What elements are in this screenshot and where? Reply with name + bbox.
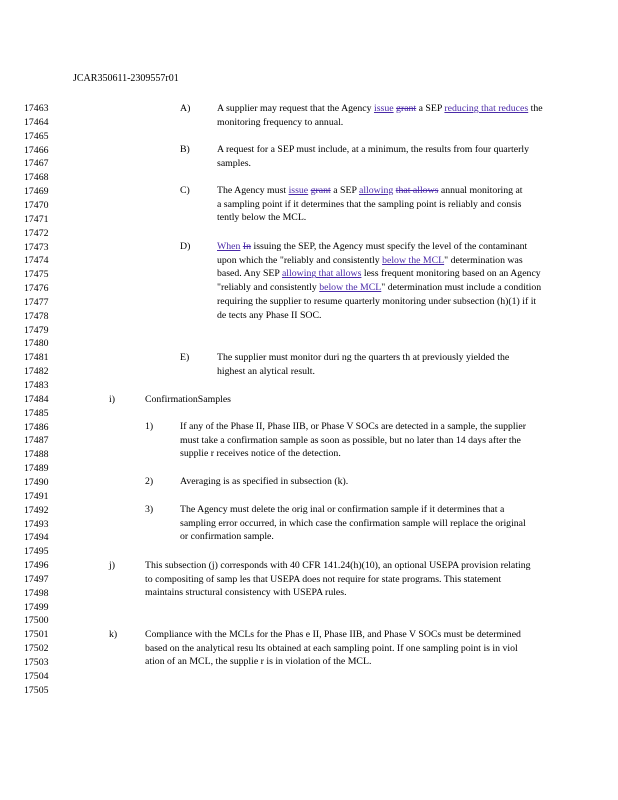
item-e-label: E) [180, 352, 190, 363]
line-number: 17494 [24, 532, 49, 544]
line-number: 17467 [24, 158, 49, 170]
item-b-text-1: A request for a SEP must include, at a minimum, the results from four quarterly samples. [217, 144, 529, 169]
line-number: 17479 [24, 324, 49, 336]
line-number: 17505 [24, 684, 49, 696]
section-i-1-text: If any of the Phase II, Phase IIB, or Phase V SOCs are detected in a sample, the supplier must take a confirmation sample as soon as possible, but no later than 14 days after the supplie r receives notice of the detection. [180, 421, 526, 460]
line-number: 17476 [24, 283, 49, 295]
item-d-insertion-2: below the MCL [382, 254, 445, 266]
item-d-insertion-1: When [217, 241, 241, 252]
item-b-text [217, 143, 529, 170]
item-d-text-4: " determination must include a condition requiring the supplier to resume quarterly monitoring under subsection (h)(1) if it de tects any Phase II SOC. [217, 282, 542, 321]
line-number: 17502 [24, 643, 49, 655]
item-d-label: D) [180, 241, 191, 252]
line-number: 17483 [24, 380, 49, 391]
line-number: 17474 [24, 255, 49, 267]
section-i-label: i) [109, 394, 115, 405]
line-number: 17480 [24, 338, 49, 350]
item-a-insertion-1: issue [373, 103, 394, 114]
line-number: 17478 [24, 310, 49, 322]
line-number: 17475 [24, 269, 49, 281]
line-number: 17498 [24, 587, 49, 599]
line-number: 17464 [24, 116, 49, 128]
section-i-3-label: 3) [145, 504, 154, 515]
item-c-insertion-2: allowing [358, 185, 394, 196]
line-number: 17497 [24, 573, 49, 585]
section-k-text: Compliance with the MCLs for the Phas e II, Phase IIB, and Phase V SOCs must be determined based on the analytical resu lts obtained at each sampling point. If one sampling point is in viol ation of an MCL, the supplie r is in violation of the MCL. [145, 629, 521, 668]
item-d-insertion-3: allowing that allows [281, 268, 362, 280]
section-k-label: k) [109, 629, 118, 640]
line-number: 17486 [24, 421, 49, 433]
section-i-3-text: The Agency must delete the orig inal or confirmation sample if it determines that a sampling error occurred, in which case the confirmation sample will replace the original or confirmation sample. [180, 504, 526, 543]
line-number: 17463 [24, 103, 49, 114]
line-number: 17465 [24, 130, 49, 142]
item-a-text-1: A supplier may request that the Agency [217, 103, 374, 114]
line-number: 17503 [24, 657, 49, 668]
line-number: 17489 [24, 463, 49, 475]
item-d-text-2: " determination was based. Any SEP [217, 254, 523, 280]
item-a-text [217, 102, 543, 129]
item-d-text-1: issuing the SEP, the Agency must specify the level of the contaminant upon which the "reliably and consistently [217, 241, 528, 266]
line-number: 17482 [24, 366, 49, 378]
line-number: 17488 [24, 449, 49, 461]
item-e-text-1: The supplier must monitor duri ng the quarters th at previously yielded the highest an alytical result. [217, 352, 510, 377]
line-number: 17499 [24, 601, 49, 613]
line-number: 17466 [24, 144, 49, 156]
item-a-label: A) [180, 103, 191, 114]
line-number: 17472 [24, 227, 49, 239]
item-d-text [217, 240, 543, 322]
line-number: 17493 [24, 518, 49, 530]
line-number: 17484 [24, 393, 49, 405]
item-e-text [217, 351, 517, 378]
item-d-text-3: less frequent monitoring based on an Agency "reliably and consistently [217, 268, 541, 294]
line-number: 17487 [24, 435, 49, 447]
line-number: 17490 [24, 476, 49, 488]
item-c-text [217, 184, 529, 225]
line-number: 17501 [24, 629, 49, 641]
item-d-deletion-1: In [242, 241, 252, 252]
item-c-text-2: a SEP [330, 185, 359, 196]
item-a-deletion-1: grant [396, 103, 417, 114]
section-i-2-text: Averaging is as specified in subsection (k). [180, 476, 349, 487]
line-number: 17470 [24, 199, 49, 211]
line-number: 17500 [24, 615, 49, 627]
section-i-2-label: 2) [145, 476, 154, 487]
item-c-deletion-1: grant [310, 185, 331, 196]
item-c-insertion-1: issue [288, 185, 309, 196]
section-j-text: This subsection (j) corresponds with 40 CFR 141.24(h)(10), an optional USEPA provision relating to compositing of samp les that USEPA does not require for state programs. This statement maintains structural consistency with USEPA rules. [145, 560, 531, 599]
item-a-text-2: a SEP [416, 103, 445, 114]
line-number: 17477 [24, 296, 49, 308]
item-c-label: C) [180, 185, 190, 196]
line-number: 17468 [24, 172, 49, 184]
section-i-1-label: 1) [145, 421, 154, 432]
line-number: 17481 [24, 352, 49, 364]
line-number: 17469 [24, 186, 49, 198]
line-number: 17504 [24, 670, 49, 682]
item-a-text-3: the monitoring frequency to annual. [217, 103, 543, 128]
line-number: 17492 [24, 504, 49, 516]
item-d-insertion-4: below the MCL [319, 282, 382, 294]
line-number: 17496 [24, 560, 49, 572]
line-number: 17491 [24, 490, 49, 502]
document-id-header: JCAR350611-2309557r01 [73, 73, 179, 84]
item-c-deletion-2: that allows [395, 185, 439, 196]
item-a-insertion-2: reducing that reduces [444, 103, 529, 114]
line-number: 17471 [24, 213, 49, 225]
item-c-text-1: The Agency must [217, 185, 289, 196]
section-j-label: j) [109, 560, 115, 571]
item-c-text-3: annual monitoring at a sampling point if it determines that the sampling point is reliably and consis tently below the MCL. [217, 185, 523, 224]
line-number: 17473 [24, 241, 49, 253]
line-number: 17485 [24, 407, 49, 419]
section-i-heading: ConfirmationSamples [145, 394, 231, 405]
line-number: 17495 [24, 546, 49, 558]
item-b-label: B) [180, 144, 190, 155]
